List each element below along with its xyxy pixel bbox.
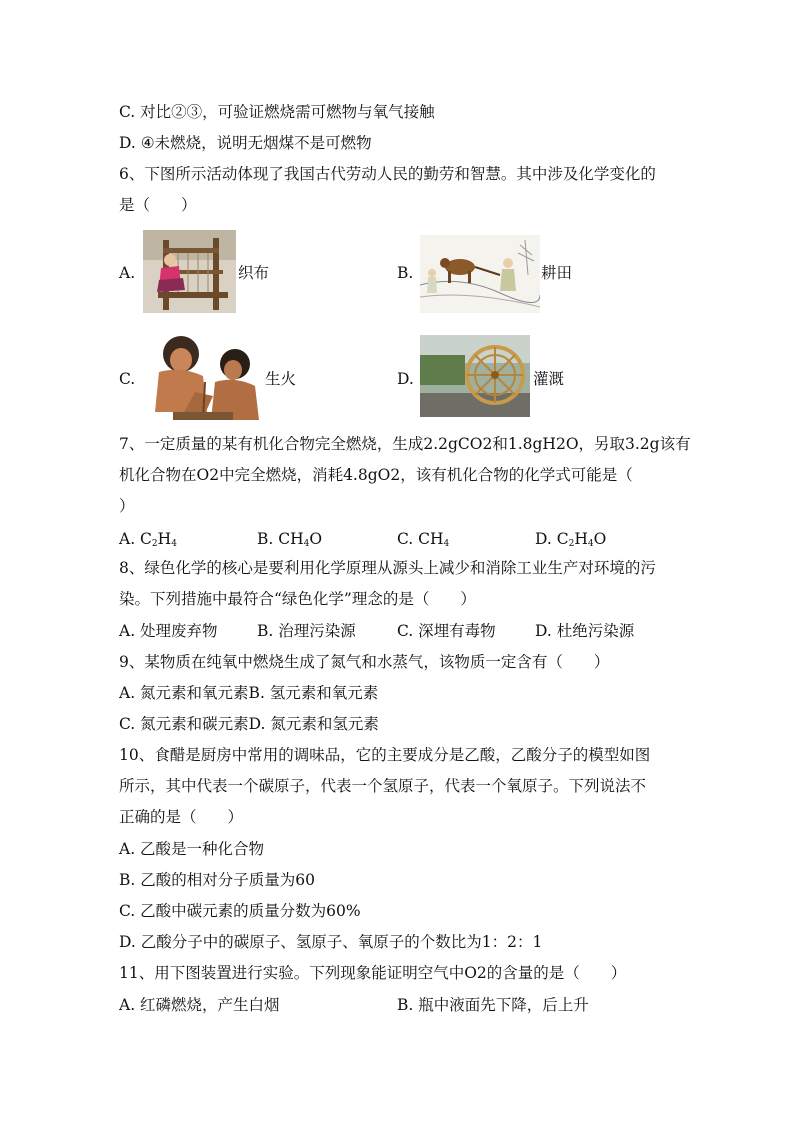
weaving-image [143, 230, 236, 313]
q6-option-b-text: 耕田 [541, 264, 573, 282]
option-5c: C. 对比②③，可验证燃烧需可燃物与氧气接触 [119, 103, 435, 121]
q6-option-d-text: 灌溉 [533, 370, 565, 388]
q6-option-b-letter: B. [397, 264, 414, 282]
question-8-stem: 8、绿色化学的核心是要利用化学原理从源头上减少和消除工业生产对环境的污 [119, 559, 656, 577]
q7-option-c: C. $CH_4$ [397, 530, 450, 549]
q9-options-row-1: A. 氮元素和氧元素B. 氢元素和氧元素 [119, 684, 379, 702]
q6-option-c-text: 生火 [265, 370, 297, 388]
question-8-stem-cont: 染。下列措施中最符合“绿色化学”理念的是（ ） [119, 590, 476, 608]
q10-option-b: B. 乙酸的相对分子质量为60 [119, 871, 315, 889]
q6-option-a-letter: A. [119, 264, 136, 282]
q6-option-c-letter: C. [119, 370, 136, 388]
q7-option-a: A. $C_2H_4$ [119, 530, 177, 549]
q10-option-d: D. 乙酸分子中的碳原子、氢原子、氧原子的个数比为1：2：1 [119, 933, 543, 951]
q7-option-b: B. $CH_4O$ [257, 530, 323, 549]
question-10-stem-cont: 所示，其中代表一个碳原子，代表一个氢原子，代表一个氧原子。下列说法不 [119, 777, 647, 795]
q7-option-d: D. $C_2H_4O$ [535, 530, 607, 549]
q10-option-a: A. 乙酸是一种化合物 [119, 840, 265, 858]
plowing-image [420, 235, 540, 313]
question-10-stem-end: 正确的是（ ） [119, 808, 244, 826]
q8-option-d: D. 杜绝污染源 [535, 622, 635, 640]
question-7-stem-end: ） [119, 497, 135, 515]
q8-option-c: C. 深埋有毒物 [397, 622, 496, 640]
q8-option-b: B. 治理污染源 [257, 622, 356, 640]
question-11-stem: 11、用下图装置进行实验。下列现象能证明空气中O2的含量的是（ ） [119, 964, 627, 982]
q11-option-b: B. 瓶中液面先下降，后上升 [397, 996, 589, 1014]
question-6-stem: 6、下图所示活动体现了我国古代劳动人民的勤劳和智慧。其中涉及化学变化的 [119, 165, 656, 183]
question-7-stem-cont: 机化合物在O2中完全燃烧，消耗4.8gO2，该有机化合物的化学式可能是（ [119, 466, 633, 484]
question-9-stem: 9、某物质在纯氧中燃烧生成了氮气和水蒸气，该物质一定含有（ ） [119, 653, 610, 671]
q9-options-row-2: C. 氮元素和碳元素D. 氮元素和氢元素 [119, 715, 379, 733]
q6-option-a-text: 织布 [238, 264, 270, 282]
q6-option-d-letter: D. [397, 370, 414, 388]
fire-making-image [143, 332, 265, 422]
question-6-stem-cont: 是（ ） [119, 196, 197, 214]
water-wheel-image [420, 335, 530, 417]
q8-option-a: A. 处理废弃物 [119, 622, 218, 640]
q10-option-c: C. 乙酸中碳元素的质量分数为60% [119, 902, 361, 920]
q11-option-a: A. 红磷燃烧，产生白烟 [119, 996, 280, 1014]
question-7-stem: 7、一定质量的某有机化合物完全燃烧，生成2.2gCO2和1.8gH2O，另取3.2g该有 [119, 435, 691, 453]
option-5d: D. ④未燃烧，说明无烟煤不是可燃物 [119, 134, 372, 152]
question-10-stem: 10、食醋是厨房中常用的调味品，它的主要成分是乙酸，乙酸分子的模型如图 [119, 746, 651, 764]
